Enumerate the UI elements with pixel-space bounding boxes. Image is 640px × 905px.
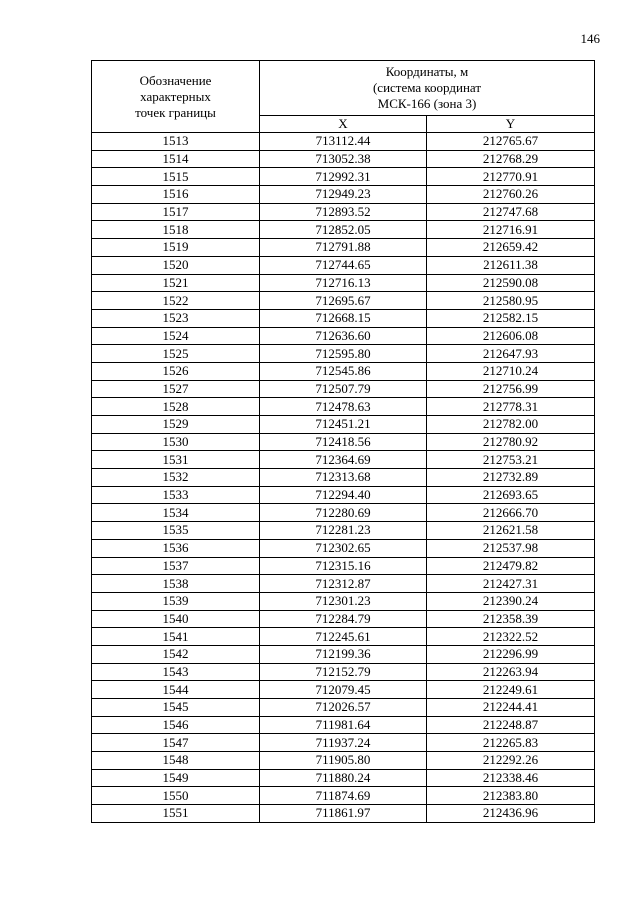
point-id-cell: 1520 <box>92 256 260 274</box>
table-row <box>92 416 595 434</box>
header-x: X <box>260 116 427 133</box>
x-coordinate-cell: 712301.23 <box>260 592 427 610</box>
table-row <box>92 522 595 540</box>
table-row <box>92 433 595 451</box>
point-id-cell: 1542 <box>92 645 260 663</box>
x-coordinate-cell: 711937.24 <box>260 734 427 752</box>
x-coordinate-cell: 712280.69 <box>260 504 427 522</box>
point-id-cell: 1514 <box>92 150 260 168</box>
y-coordinate-cell: 212621.58 <box>427 522 595 540</box>
table-row <box>92 309 595 327</box>
x-coordinate-cell: 712284.79 <box>260 610 427 628</box>
table-row <box>92 716 595 734</box>
y-coordinate-cell: 212716.91 <box>427 221 595 239</box>
y-coordinate-cell: 212358.39 <box>427 610 595 628</box>
point-id-cell: 1528 <box>92 398 260 416</box>
y-coordinate-cell: 212753.21 <box>427 451 595 469</box>
point-id-cell: 1523 <box>92 309 260 327</box>
y-coordinate-cell: 212390.24 <box>427 592 595 610</box>
table-row <box>92 451 595 469</box>
y-coordinate-cell: 212248.87 <box>427 716 595 734</box>
point-id-cell: 1534 <box>92 504 260 522</box>
table-row <box>92 256 595 274</box>
point-id-cell: 1550 <box>92 787 260 805</box>
y-coordinate-cell: 212768.29 <box>427 150 595 168</box>
y-coordinate-cell: 212383.80 <box>427 787 595 805</box>
table-row <box>92 380 595 398</box>
y-coordinate-cell: 212606.08 <box>427 327 595 345</box>
y-coordinate-cell: 212747.68 <box>427 203 595 221</box>
point-id-cell: 1541 <box>92 628 260 646</box>
table-row <box>92 150 595 168</box>
x-coordinate-cell: 712595.80 <box>260 345 427 363</box>
x-coordinate-cell: 712949.23 <box>260 186 427 204</box>
y-coordinate-cell: 212782.00 <box>427 416 595 434</box>
coordinates-table <box>91 60 595 823</box>
x-coordinate-cell: 712312.87 <box>260 575 427 593</box>
x-coordinate-cell: 712507.79 <box>260 380 427 398</box>
table-row <box>92 681 595 699</box>
header-coords-line: Координаты, м <box>385 64 469 79</box>
y-coordinate-cell: 212479.82 <box>427 557 595 575</box>
table-row <box>92 628 595 646</box>
x-coordinate-cell: 712026.57 <box>260 699 427 717</box>
y-coordinate-cell: 212693.65 <box>427 486 595 504</box>
table-row <box>92 752 595 770</box>
point-id-cell: 1540 <box>92 610 260 628</box>
table-row <box>92 203 595 221</box>
x-coordinate-cell: 712281.23 <box>260 522 427 540</box>
x-coordinate-cell: 712893.52 <box>260 203 427 221</box>
point-id-cell: 1529 <box>92 416 260 434</box>
point-id-cell: 1539 <box>92 592 260 610</box>
x-coordinate-cell: 712636.60 <box>260 327 427 345</box>
point-id-cell: 1544 <box>92 681 260 699</box>
y-coordinate-cell: 212647.93 <box>427 345 595 363</box>
table-row <box>92 469 595 487</box>
point-id-cell: 1521 <box>92 274 260 292</box>
table-row <box>92 292 595 310</box>
x-coordinate-cell: 712791.88 <box>260 239 427 257</box>
y-coordinate-cell: 212263.94 <box>427 663 595 681</box>
table-row <box>92 345 595 363</box>
table-row <box>92 787 595 805</box>
y-coordinate-cell: 212292.26 <box>427 752 595 770</box>
point-id-cell: 1527 <box>92 380 260 398</box>
y-coordinate-cell: 212756.99 <box>427 380 595 398</box>
header-point-line: характерных <box>140 88 211 104</box>
table-row <box>92 133 595 151</box>
point-id-cell: 1525 <box>92 345 260 363</box>
point-id-cell: 1546 <box>92 716 260 734</box>
table-row <box>92 186 595 204</box>
point-id-cell: 1547 <box>92 734 260 752</box>
point-id-cell: 1518 <box>92 221 260 239</box>
point-id-cell: 1530 <box>92 433 260 451</box>
x-coordinate-cell: 712152.79 <box>260 663 427 681</box>
y-coordinate-cell: 212582.15 <box>427 309 595 327</box>
y-coordinate-cell: 212590.08 <box>427 274 595 292</box>
x-coordinate-cell: 712364.69 <box>260 451 427 469</box>
y-coordinate-cell: 212436.96 <box>427 805 595 823</box>
y-coordinate-cell: 212244.41 <box>427 699 595 717</box>
y-coordinate-cell: 212778.31 <box>427 398 595 416</box>
point-id-cell: 1548 <box>92 752 260 770</box>
point-id-cell: 1531 <box>92 451 260 469</box>
table-row <box>92 592 595 610</box>
table-row <box>92 504 595 522</box>
header-coordinates <box>260 61 595 116</box>
point-id-cell: 1526 <box>92 362 260 380</box>
point-id-cell: 1537 <box>92 557 260 575</box>
point-id-cell: 1545 <box>92 699 260 717</box>
x-coordinate-cell: 712992.31 <box>260 168 427 186</box>
x-coordinate-cell: 712695.67 <box>260 292 427 310</box>
point-id-cell: 1519 <box>92 239 260 257</box>
x-coordinate-cell: 711905.80 <box>260 752 427 770</box>
header-y: Y <box>427 116 595 133</box>
x-coordinate-cell: 712668.15 <box>260 309 427 327</box>
y-coordinate-cell: 212322.52 <box>427 628 595 646</box>
y-coordinate-cell: 212765.67 <box>427 133 595 151</box>
x-coordinate-cell: 713052.38 <box>260 150 427 168</box>
y-coordinate-cell: 212666.70 <box>427 504 595 522</box>
table-row <box>92 734 595 752</box>
table-row <box>92 663 595 681</box>
point-id-cell: 1516 <box>92 186 260 204</box>
x-coordinate-cell: 711874.69 <box>260 787 427 805</box>
table-row <box>92 769 595 787</box>
y-coordinate-cell: 212732.89 <box>427 469 595 487</box>
page-number: 146 <box>580 31 600 46</box>
table-header <box>92 61 595 133</box>
x-coordinate-cell: 712302.65 <box>260 539 427 557</box>
table-row <box>92 610 595 628</box>
y-coordinate-cell: 212249.61 <box>427 681 595 699</box>
point-id-cell: 1517 <box>92 203 260 221</box>
x-coordinate-cell: 711861.97 <box>260 805 427 823</box>
table-row <box>92 239 595 257</box>
x-coordinate-cell: 712199.36 <box>260 645 427 663</box>
point-id-cell: 1532 <box>92 469 260 487</box>
table-row <box>92 575 595 593</box>
y-coordinate-cell: 212659.42 <box>427 239 595 257</box>
x-coordinate-cell: 711880.24 <box>260 769 427 787</box>
point-id-cell: 1538 <box>92 575 260 593</box>
point-id-cell: 1535 <box>92 522 260 540</box>
x-coordinate-cell: 712313.68 <box>260 469 427 487</box>
x-coordinate-cell: 713112.44 <box>260 133 427 151</box>
y-coordinate-cell: 212427.31 <box>427 575 595 593</box>
header-point-line: точек границы <box>135 104 216 120</box>
table-row <box>92 486 595 504</box>
header-point-line: Обозначение <box>139 72 212 88</box>
x-coordinate-cell: 712545.86 <box>260 362 427 380</box>
header-coords-line: МСК-166 (зона 3) <box>377 96 477 111</box>
point-id-cell: 1515 <box>92 168 260 186</box>
point-id-cell: 1533 <box>92 486 260 504</box>
x-coordinate-cell: 712294.40 <box>260 486 427 504</box>
x-coordinate-cell: 712852.05 <box>260 221 427 239</box>
table-row <box>92 398 595 416</box>
point-id-cell: 1551 <box>92 805 260 823</box>
y-coordinate-cell: 212611.38 <box>427 256 595 274</box>
header-point-designation <box>92 61 260 133</box>
point-id-cell: 1513 <box>92 133 260 151</box>
y-coordinate-cell: 212265.83 <box>427 734 595 752</box>
y-coordinate-cell: 212780.92 <box>427 433 595 451</box>
y-coordinate-cell: 212710.24 <box>427 362 595 380</box>
table-row <box>92 327 595 345</box>
y-coordinate-cell: 212338.46 <box>427 769 595 787</box>
y-coordinate-cell: 212760.26 <box>427 186 595 204</box>
point-id-cell: 1522 <box>92 292 260 310</box>
y-coordinate-cell: 212296.99 <box>427 645 595 663</box>
table-row <box>92 805 595 823</box>
table-row <box>92 539 595 557</box>
x-coordinate-cell: 712744.65 <box>260 256 427 274</box>
table-row <box>92 645 595 663</box>
point-id-cell: 1536 <box>92 539 260 557</box>
table-row <box>92 274 595 292</box>
table-row <box>92 699 595 717</box>
x-coordinate-cell: 712451.21 <box>260 416 427 434</box>
table-row <box>92 557 595 575</box>
point-id-cell: 1543 <box>92 663 260 681</box>
x-coordinate-cell: 712478.63 <box>260 398 427 416</box>
x-coordinate-cell: 712716.13 <box>260 274 427 292</box>
table-row <box>92 168 595 186</box>
x-coordinate-cell: 712079.45 <box>260 681 427 699</box>
y-coordinate-cell: 212537.98 <box>427 539 595 557</box>
table-row <box>92 221 595 239</box>
point-id-cell: 1549 <box>92 769 260 787</box>
table-body <box>92 133 595 823</box>
x-coordinate-cell: 712418.56 <box>260 433 427 451</box>
y-coordinate-cell: 212580.95 <box>427 292 595 310</box>
table-row <box>92 362 595 380</box>
y-coordinate-cell: 212770.91 <box>427 168 595 186</box>
header-coords-line: (система координат <box>372 80 482 95</box>
x-coordinate-cell: 712245.61 <box>260 628 427 646</box>
point-id-cell: 1524 <box>92 327 260 345</box>
x-coordinate-cell: 711981.64 <box>260 716 427 734</box>
x-coordinate-cell: 712315.16 <box>260 557 427 575</box>
